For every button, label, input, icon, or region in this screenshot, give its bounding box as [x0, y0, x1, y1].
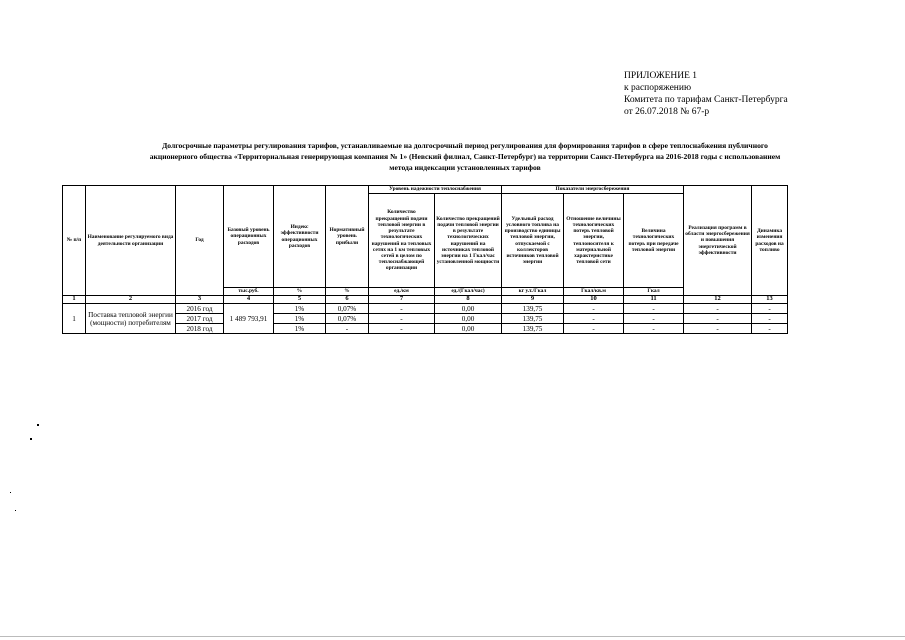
cell-fuel-dynamics: - — [752, 304, 788, 314]
cell-tech-losses: - — [624, 304, 684, 314]
col-number: 5 — [274, 296, 326, 304]
row-index: 1 — [63, 304, 86, 334]
col-number: 8 — [435, 296, 502, 304]
col-number: 9 — [502, 296, 564, 304]
cell-outages-network: - — [369, 324, 435, 334]
header-tech-losses: Величина технологических потерь при передаче тепловой энергии — [624, 194, 684, 288]
cell-efficiency: 1% — [274, 304, 326, 314]
col-number: 3 — [176, 296, 224, 304]
cell-profit: 0,07% — [326, 304, 369, 314]
cell-energy-programs: - — [684, 314, 752, 324]
header-outages-sources: Количество прекращений подачи тепловой энергии в результате технологических нарушений на источниках тепловой энергии на 1 Гкал/час установленной мощности — [435, 194, 502, 288]
cell-fuel-rate: 139,75 — [502, 304, 564, 314]
unit-fuel-rate: кг у.т./Гкал — [502, 288, 564, 296]
appendix-committee: Комитета по тарифам Санкт-Петербурга — [624, 95, 788, 105]
cell-profit: 0,07% — [326, 314, 369, 324]
header-outages-network: Количество прекращений подачи тепловой энергии в результате технологических нарушений на тепловых сетях на 1 км тепловых сетей в целом по теплоснабжающей организации — [369, 194, 435, 288]
header-loss-ratio: Отношение величины технологических потерь тепловой энергии, теплоносителя к материальной характеристике тепловой сети — [564, 194, 624, 288]
scan-speck — [15, 510, 16, 511]
cell-energy-programs: - — [684, 324, 752, 334]
unit-loss-ratio: Гкал/кв.м — [564, 288, 624, 296]
title-line-3: метода индексации установленных тарифов — [389, 163, 541, 172]
col-number: 2 — [86, 296, 176, 304]
header-activity: Наименование регулируемого вида деятельности организации — [86, 186, 176, 296]
header-index: № п/п — [63, 186, 86, 296]
cell-efficiency: 1% — [274, 314, 326, 324]
header-group-reliability: Уровень надежности теплоснабжения — [369, 186, 502, 194]
header-profit-level: Нормативный уровень прибыли — [326, 186, 369, 288]
appendix-ref: к распоряжению — [624, 83, 692, 93]
scan-speck — [37, 424, 39, 426]
cell-outages-network: - — [369, 304, 435, 314]
appendix-title: ПРИЛОЖЕНИЕ 1 — [624, 71, 698, 81]
header-energy-programs: Реализация программ в области энергосбережения и повышения энергетической эффективности — [684, 186, 752, 296]
unit-tech-losses: Гкал — [624, 288, 684, 296]
scan-speck — [30, 438, 32, 440]
cell-tech-losses: - — [624, 314, 684, 324]
scan-speck — [10, 492, 11, 493]
cell-outages-sources: 0,00 — [435, 314, 502, 324]
unit-outages-network: ед./км — [369, 288, 435, 296]
cell-year: 2016 год — [176, 304, 224, 314]
cell-loss-ratio: - — [564, 304, 624, 314]
unit-outages-sources: ед./(Гкал/час) — [435, 288, 502, 296]
unit-base-opex: тыс.руб. — [224, 288, 274, 296]
cell-fuel-rate: 139,75 — [502, 324, 564, 334]
cell-outages-network: - — [369, 314, 435, 324]
cell-fuel-dynamics: - — [752, 324, 788, 334]
activity-name: Поставка тепловой энергии (мощности) потребителям — [86, 304, 176, 334]
header-base-opex: Базовый уровень операционных расходов — [224, 186, 274, 288]
cell-efficiency: 1% — [274, 324, 326, 334]
col-number: 12 — [684, 296, 752, 304]
cell-profit: - — [326, 324, 369, 334]
cell-outages-sources: 0,00 — [435, 324, 502, 334]
cell-fuel-rate: 139,75 — [502, 314, 564, 324]
cell-loss-ratio: - — [564, 314, 624, 324]
header-group-energy-saving: Показатели энергосбережения — [502, 186, 684, 194]
title-line-1: Долгосрочные параметры регулирования тарифов, устанавливаемые на долгосрочный период регулирования для формирования тарифов в сфере теплоснабжения публичного — [162, 141, 768, 150]
header-fuel-rate: Удельный расход условного топлива на производство единицы тепловой энергии, отпускаемой с коллекторов источников тепловой энергии — [502, 194, 564, 288]
header-fuel-dynamics: Динамика изменения расходов на топливо — [752, 186, 788, 296]
header-efficiency-index: Индекс эффективности операционных расходов — [274, 186, 326, 288]
header-year: Год — [176, 186, 224, 296]
cell-energy-programs: - — [684, 304, 752, 314]
appendix-date: от 26.07.2018 № 67-р — [624, 107, 710, 117]
unit-profit: % — [326, 288, 369, 296]
appendix-header — [624, 70, 788, 118]
col-number: 11 — [624, 296, 684, 304]
col-number: 7 — [369, 296, 435, 304]
col-number: 4 — [224, 296, 274, 304]
cell-year: 2018 год — [176, 324, 224, 334]
parameters-table — [62, 185, 788, 334]
col-number: 6 — [326, 296, 369, 304]
cell-year: 2017 год — [176, 314, 224, 324]
title-line-2: акционерного общества «Территориальная генерирующая компания № 1» (Невский филиал, Санкт-Петербург) на территории Санкт-Петербурга на 2016-2018 годы с использованием — [149, 152, 781, 161]
cell-loss-ratio: - — [564, 324, 624, 334]
cell-base-opex: 1 489 793,91 — [224, 304, 274, 334]
cell-outages-sources: 0,00 — [435, 304, 502, 314]
document-title — [60, 140, 870, 173]
col-number: 10 — [564, 296, 624, 304]
table-row — [63, 304, 788, 314]
col-number: 13 — [752, 296, 788, 304]
page-edge-line — [0, 636, 905, 637]
unit-efficiency: % — [274, 288, 326, 296]
cell-tech-losses: - — [624, 324, 684, 334]
cell-fuel-dynamics: - — [752, 314, 788, 324]
col-number: 1 — [63, 296, 86, 304]
